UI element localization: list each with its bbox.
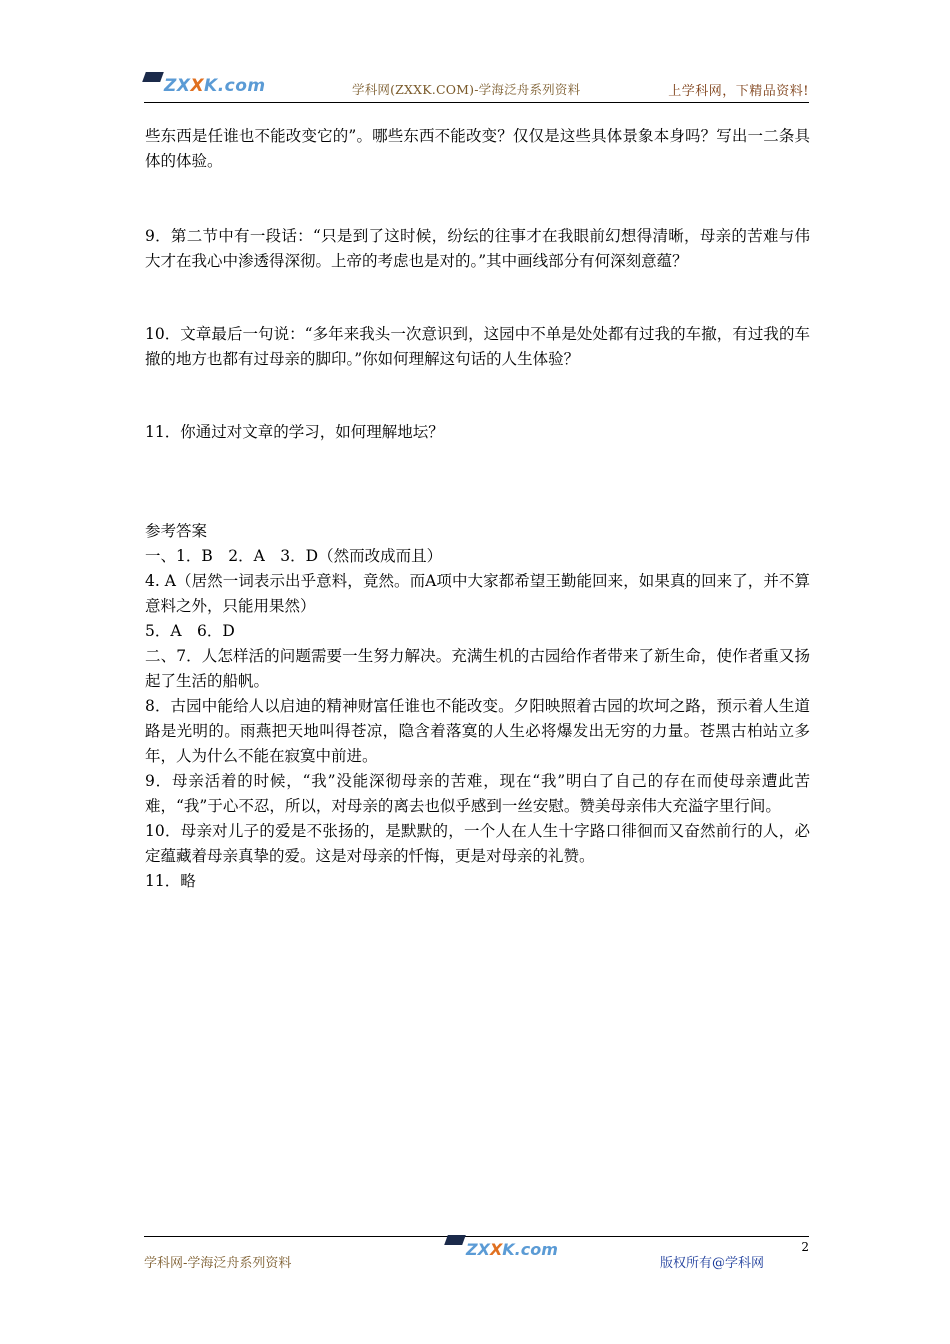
- answer-7: 二、7．人怎样活的问题需要一生努力解决。充满生机的古园给作者带来了新生命，使作者重又扬起了生活的船帆。: [145, 647, 810, 690]
- page-footer: [144, 1236, 809, 1276]
- footer-series-title: 学科网-学海泛舟系列资料: [144, 1256, 292, 1271]
- answer-10: 10．母亲对儿子的爱是不张扬的，是默默的，一个人在人生十字路口徘徊而又奋然前行的人，必定蕴藏着母亲真挚的爱。这是对母亲的忏悔，更是对母亲的礼赞。: [145, 822, 810, 865]
- graduation-cap-icon: [444, 1235, 466, 1245]
- header-divider: [144, 102, 809, 103]
- answer-9: 9．母亲活着的时候，“我”没能深彻母亲的苦难，现在“我”明白了自己的存在而使母亲遭此苦难，“我”于心不忍，所以，对母亲的离去也似乎感到一丝安慰。赞美母亲伟大充溢字里行间。: [145, 772, 810, 815]
- question-8-continued: 些东西是任谁也不能改变它的”。哪些东西不能改变？仅仅是这些具体景象本身吗？写出一二条具体的体验。: [145, 127, 810, 170]
- header-slogan: 上学科网，下精品资料!: [668, 84, 809, 99]
- question-10: 10．文章最后一句说：“多年来我头一次意识到，这园中不单是处处都有过我的车撤，有过我的车撤的地方也都有过母亲的脚印。”你如何理解这句话的人生体验？: [145, 325, 810, 368]
- footer-divider: [144, 1236, 809, 1237]
- answer-8: 8．古园中能给人以启迪的精神财富任谁也不能改变。夕阳映照着古园的坎坷之路，预示着人生道路是光明的。雨燕把天地叫得苍凉，隐含着落寞的人生必将爆发出无穷的力量。苍黑古柏站立多年，人为什么不能在寂寞中前进。: [145, 697, 810, 765]
- answer-11: 11．略: [145, 872, 196, 890]
- page-number: 2: [801, 1240, 809, 1254]
- graduation-cap-icon: [142, 72, 164, 82]
- document-body: [145, 124, 810, 894]
- footer-copyright: 版权所有@学科网: [660, 1256, 765, 1271]
- footer-logo: [446, 1240, 558, 1259]
- answers-heading: 参考答案: [145, 522, 208, 540]
- footer-logo-wordmark: ZXXK.com: [466, 1240, 558, 1259]
- answer-4: 4. A（居然一词表示出乎意料，竟然。而A项中大家都希望王勤能回来，如果真的回来了，并不算意料之外，只能用果然）: [145, 572, 810, 615]
- question-11: 11．你通过对文章的学习，如何理解地坛？: [145, 423, 444, 441]
- answer-5-6: 5．A 6．D: [145, 622, 235, 640]
- answer-1-3: 一、1．B 2．A 3．D（然而改成而且）: [145, 547, 443, 565]
- header-site-title: 学科网(ZXXK.COM)-学海泛舟系列资料: [352, 82, 581, 97]
- question-9: 9．第二节中有一段话：“只是到了这时候，纷纭的往事才在我眼前幻想得清晰，母亲的苦难与伟大才在我心中渗透得深彻。上帝的考虑也是对的。”其中画线部分有何深刻意蕴？: [145, 227, 810, 270]
- zxxk-logo: [144, 62, 266, 96]
- page-header: [144, 62, 809, 102]
- logo-wordmark: ZXXK.com: [164, 76, 266, 96]
